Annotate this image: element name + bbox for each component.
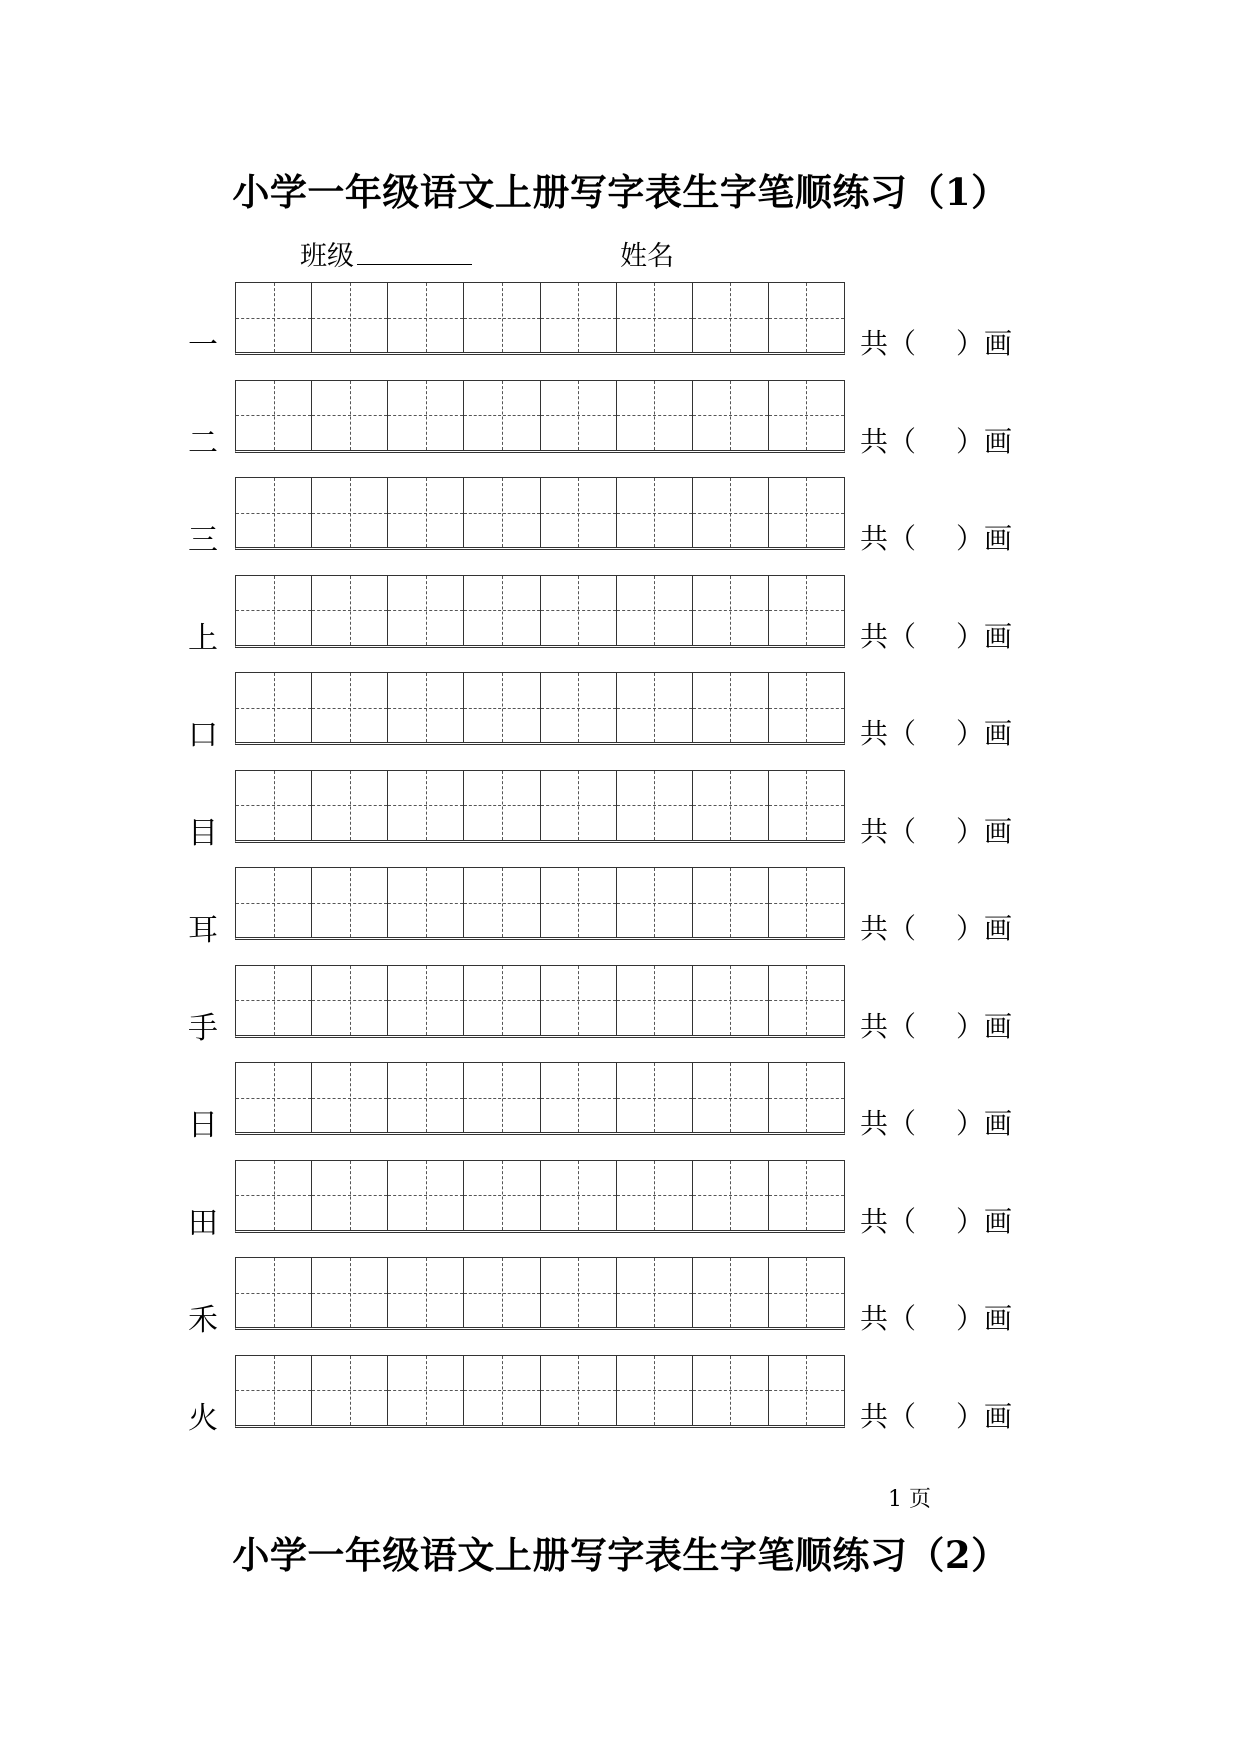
practice-row — [0, 768, 1241, 854]
writing-grid — [235, 380, 845, 453]
writing-box[interactable] — [541, 1063, 617, 1132]
writing-box[interactable] — [693, 1356, 769, 1425]
writing-box[interactable] — [541, 381, 617, 450]
guide-line-horizontal — [693, 318, 768, 319]
writing-box[interactable] — [464, 576, 540, 645]
stroke-count-suffix: ）画 — [956, 717, 1013, 750]
writing-box[interactable] — [617, 1356, 693, 1425]
stroke-count-prefix: 共（ — [860, 717, 917, 750]
guide-line-horizontal — [236, 1195, 311, 1196]
stroke-count-prefix: 共（ — [860, 1399, 917, 1433]
writing-box[interactable] — [617, 576, 693, 645]
guide-line-horizontal — [388, 1390, 463, 1391]
writing-box[interactable] — [388, 1161, 464, 1230]
writing-box[interactable] — [388, 771, 464, 840]
guide-line-horizontal — [541, 1293, 616, 1294]
writing-box[interactable] — [388, 1356, 464, 1425]
practice-row — [0, 378, 1241, 464]
stroke-count-prefix: 共（ — [860, 1302, 917, 1335]
guide-line-horizontal — [312, 1000, 387, 1001]
writing-box[interactable] — [769, 576, 844, 645]
guide-line-horizontal — [617, 708, 692, 709]
guide-line-horizontal — [617, 1390, 692, 1391]
guide-line-horizontal — [693, 1000, 768, 1001]
guide-line-horizontal — [464, 415, 539, 416]
guide-line-horizontal — [388, 708, 463, 709]
writing-box[interactable] — [312, 966, 388, 1035]
writing-box[interactable] — [541, 966, 617, 1035]
writing-grid — [235, 1355, 845, 1428]
writing-box[interactable] — [769, 1356, 844, 1425]
guide-line-horizontal — [617, 1098, 692, 1099]
writing-box[interactable] — [541, 478, 617, 547]
guide-line-horizontal — [693, 1390, 768, 1391]
stroke-count — [860, 1395, 1012, 1435]
guide-line-horizontal — [388, 415, 463, 416]
writing-box[interactable] — [312, 1258, 388, 1327]
guide-line-horizontal — [693, 708, 768, 709]
guide-line-horizontal — [769, 1098, 844, 1099]
writing-box[interactable] — [464, 1063, 540, 1132]
guide-line-horizontal — [769, 1293, 844, 1294]
guide-line-horizontal — [388, 805, 463, 806]
guide-line-horizontal — [769, 318, 844, 319]
guide-line-horizontal — [464, 610, 539, 611]
stroke-count-suffix: ）画 — [956, 1204, 1013, 1238]
writing-box[interactable] — [617, 283, 693, 352]
guide-line-horizontal — [769, 415, 844, 416]
practice-row — [0, 865, 1241, 951]
guide-line-horizontal — [617, 610, 692, 611]
guide-line-horizontal — [236, 1293, 311, 1294]
writing-grid — [235, 770, 845, 843]
practice-character: 三 — [188, 523, 218, 558]
writing-box[interactable] — [236, 1161, 312, 1230]
stroke-count-prefix: 共（ — [860, 1009, 917, 1043]
guide-line-horizontal — [541, 1098, 616, 1099]
writing-box[interactable] — [464, 673, 540, 742]
guide-line-horizontal — [769, 1390, 844, 1391]
writing-box[interactable] — [464, 771, 540, 840]
stroke-count — [860, 1297, 1012, 1337]
guide-line-horizontal — [693, 1098, 768, 1099]
writing-box[interactable] — [693, 1258, 769, 1327]
writing-box[interactable] — [236, 868, 312, 937]
guide-line-horizontal — [693, 805, 768, 806]
writing-box[interactable] — [236, 381, 312, 450]
stroke-count — [860, 1102, 1012, 1142]
practice-character: 一 — [188, 328, 218, 363]
writing-box[interactable] — [617, 1063, 693, 1132]
writing-grid — [235, 477, 845, 550]
guide-line-horizontal — [388, 318, 463, 319]
practice-character: 口 — [188, 718, 218, 753]
guide-line-horizontal — [312, 1390, 387, 1391]
stroke-count-prefix: 共（ — [860, 327, 917, 360]
worksheet-title: 小学一年级语文上册写字表生字笔顺练习（1） — [232, 170, 1009, 214]
guide-line-horizontal — [693, 513, 768, 514]
writing-box[interactable] — [617, 478, 693, 547]
guide-line-horizontal — [312, 415, 387, 416]
practice-row — [0, 1158, 1241, 1244]
writing-box[interactable] — [236, 1063, 312, 1132]
guide-line-horizontal — [693, 610, 768, 611]
writing-box[interactable] — [693, 673, 769, 742]
writing-box[interactable] — [617, 966, 693, 1035]
stroke-count-suffix: ）画 — [956, 1107, 1013, 1140]
writing-box[interactable] — [769, 1063, 844, 1132]
writing-box[interactable] — [236, 478, 312, 547]
guide-line-horizontal — [693, 1195, 768, 1196]
guide-line-horizontal — [312, 610, 387, 611]
guide-line-horizontal — [388, 1000, 463, 1001]
writing-grid — [235, 575, 845, 648]
guide-line-horizontal — [617, 805, 692, 806]
guide-line-horizontal — [769, 805, 844, 806]
writing-box[interactable] — [617, 868, 693, 937]
stroke-count — [860, 810, 1012, 850]
practice-row — [0, 573, 1241, 659]
guide-line-horizontal — [464, 903, 539, 904]
writing-box[interactable] — [617, 673, 693, 742]
stroke-count-suffix: ）画 — [956, 912, 1013, 945]
writing-box[interactable] — [312, 1063, 388, 1132]
writing-box[interactable] — [464, 381, 540, 450]
writing-box[interactable] — [464, 478, 540, 547]
writing-box[interactable] — [312, 868, 388, 937]
writing-box[interactable] — [541, 1356, 617, 1425]
guide-line-horizontal — [464, 513, 539, 514]
writing-box[interactable] — [541, 771, 617, 840]
page-number: 1 页 — [888, 1487, 931, 1512]
practice-character: 手 — [188, 1010, 218, 1046]
stroke-count-prefix: 共（ — [860, 619, 917, 653]
writing-box[interactable] — [541, 868, 617, 937]
writing-box[interactable] — [541, 576, 617, 645]
guide-line-horizontal — [769, 708, 844, 709]
writing-grid — [235, 672, 845, 745]
writing-box[interactable] — [388, 381, 464, 450]
guide-line-horizontal — [312, 708, 387, 709]
name-label: 姓名 — [620, 241, 674, 272]
guide-line-horizontal — [541, 1390, 616, 1391]
guide-line-horizontal — [236, 1000, 311, 1001]
class-label: 班级 — [300, 241, 354, 272]
stroke-count-suffix: ）画 — [956, 619, 1013, 653]
guide-line-horizontal — [769, 610, 844, 611]
guide-line-horizontal — [388, 513, 463, 514]
writing-box[interactable] — [769, 771, 844, 840]
writing-grid — [235, 965, 845, 1038]
writing-box[interactable] — [769, 1161, 844, 1230]
guide-line-horizontal — [236, 805, 311, 806]
writing-box[interactable] — [236, 1356, 312, 1425]
writing-box[interactable] — [388, 283, 464, 352]
guide-line-horizontal — [464, 1293, 539, 1294]
practice-row — [0, 670, 1241, 756]
practice-character: 二 — [188, 425, 218, 461]
writing-box[interactable] — [617, 771, 693, 840]
writing-box[interactable] — [312, 673, 388, 742]
writing-box[interactable] — [769, 381, 844, 450]
writing-box[interactable] — [693, 283, 769, 352]
writing-box[interactable] — [693, 381, 769, 450]
guide-line-horizontal — [541, 415, 616, 416]
writing-box[interactable] — [312, 381, 388, 450]
writing-box[interactable] — [464, 1258, 540, 1327]
writing-box[interactable] — [236, 283, 312, 352]
stroke-count — [860, 615, 1012, 655]
guide-line-horizontal — [312, 318, 387, 319]
writing-box[interactable] — [617, 381, 693, 450]
writing-box[interactable] — [693, 868, 769, 937]
practice-character: 目 — [188, 815, 218, 851]
writing-box[interactable] — [236, 576, 312, 645]
guide-line-horizontal — [769, 1000, 844, 1001]
guide-line-horizontal — [236, 1390, 311, 1391]
writing-box[interactable] — [693, 966, 769, 1035]
practice-row — [0, 280, 1241, 366]
writing-grid — [235, 1257, 845, 1330]
guide-line-horizontal — [693, 415, 768, 416]
guide-line-horizontal — [464, 708, 539, 709]
guide-line-horizontal — [236, 903, 311, 904]
practice-character: 禾 — [188, 1303, 218, 1338]
stroke-count — [860, 907, 1012, 947]
practice-character: 上 — [188, 620, 218, 656]
writing-box[interactable] — [693, 576, 769, 645]
writing-box[interactable] — [388, 478, 464, 547]
writing-box[interactable] — [769, 966, 844, 1035]
guide-line-horizontal — [236, 415, 311, 416]
guide-line-horizontal — [388, 1293, 463, 1294]
guide-line-horizontal — [617, 415, 692, 416]
practice-character: 耳 — [188, 913, 218, 948]
guide-line-horizontal — [617, 1293, 692, 1294]
writing-box[interactable] — [769, 673, 844, 742]
practice-row — [0, 963, 1241, 1049]
writing-box[interactable] — [693, 478, 769, 547]
writing-grid — [235, 1062, 845, 1135]
practice-row — [0, 1255, 1241, 1341]
guide-line-horizontal — [464, 805, 539, 806]
guide-line-horizontal — [312, 1195, 387, 1196]
writing-box[interactable] — [464, 283, 540, 352]
practice-character: 火 — [188, 1400, 218, 1436]
guide-line-horizontal — [617, 318, 692, 319]
stroke-count-suffix: ）画 — [956, 1009, 1013, 1043]
writing-box[interactable] — [769, 283, 844, 352]
writing-box[interactable] — [464, 1356, 540, 1425]
writing-box[interactable] — [617, 1258, 693, 1327]
writing-box[interactable] — [464, 868, 540, 937]
guide-line-horizontal — [769, 903, 844, 904]
writing-box[interactable] — [312, 1356, 388, 1425]
writing-box[interactable] — [541, 1161, 617, 1230]
practice-row — [0, 475, 1241, 561]
guide-line-horizontal — [312, 513, 387, 514]
stroke-count-prefix: 共（ — [860, 814, 917, 848]
guide-line-horizontal — [236, 1098, 311, 1099]
class-blank-line[interactable] — [357, 264, 472, 265]
guide-line-horizontal — [464, 1195, 539, 1196]
writing-box[interactable] — [769, 478, 844, 547]
guide-line-horizontal — [769, 1195, 844, 1196]
writing-box[interactable] — [617, 1161, 693, 1230]
guide-line-horizontal — [388, 903, 463, 904]
writing-box[interactable] — [312, 576, 388, 645]
stroke-count-suffix: ）画 — [956, 1399, 1013, 1433]
stroke-count — [860, 712, 1012, 752]
stroke-count-suffix: ）画 — [956, 424, 1013, 458]
writing-box[interactable] — [388, 673, 464, 742]
writing-box[interactable] — [541, 1258, 617, 1327]
guide-line-horizontal — [312, 1293, 387, 1294]
writing-box[interactable] — [236, 673, 312, 742]
guide-line-horizontal — [541, 708, 616, 709]
writing-box[interactable] — [693, 1161, 769, 1230]
writing-box[interactable] — [312, 1161, 388, 1230]
stroke-count-prefix: 共（ — [860, 424, 917, 458]
writing-box[interactable] — [388, 966, 464, 1035]
guide-line-horizontal — [312, 903, 387, 904]
writing-grid — [235, 1160, 845, 1233]
writing-box[interactable] — [312, 771, 388, 840]
guide-line-horizontal — [464, 1098, 539, 1099]
stroke-count — [860, 322, 1012, 362]
writing-box[interactable] — [388, 868, 464, 937]
practice-row — [0, 1353, 1241, 1439]
stroke-count-prefix: 共（ — [860, 1204, 917, 1238]
stroke-count-prefix: 共（ — [860, 912, 917, 945]
guide-line-horizontal — [464, 318, 539, 319]
writing-box[interactable] — [236, 771, 312, 840]
writing-box[interactable] — [769, 868, 844, 937]
guide-line-horizontal — [236, 513, 311, 514]
guide-line-horizontal — [617, 1195, 692, 1196]
writing-box[interactable] — [464, 1161, 540, 1230]
stroke-count-suffix: ）画 — [956, 1302, 1013, 1335]
stroke-count — [860, 1005, 1012, 1045]
practice-row — [0, 1060, 1241, 1146]
guide-line-horizontal — [236, 708, 311, 709]
stroke-count — [860, 1200, 1012, 1240]
guide-line-horizontal — [464, 1000, 539, 1001]
writing-box[interactable] — [693, 1063, 769, 1132]
writing-box[interactable] — [693, 771, 769, 840]
guide-line-horizontal — [541, 1195, 616, 1196]
practice-character: 田 — [188, 1205, 218, 1241]
stroke-count — [860, 517, 1012, 557]
writing-box[interactable] — [388, 1063, 464, 1132]
stroke-count-prefix: 共（ — [860, 522, 917, 555]
writing-box[interactable] — [388, 1258, 464, 1327]
guide-line-horizontal — [312, 805, 387, 806]
stroke-count-suffix: ）画 — [956, 814, 1013, 848]
guide-line-horizontal — [541, 903, 616, 904]
guide-line-horizontal — [541, 318, 616, 319]
guide-line-horizontal — [312, 1098, 387, 1099]
writing-box[interactable] — [541, 283, 617, 352]
guide-line-horizontal — [617, 1000, 692, 1001]
writing-box[interactable] — [236, 966, 312, 1035]
guide-line-horizontal — [541, 513, 616, 514]
stroke-count-prefix: 共（ — [860, 1107, 917, 1140]
guide-line-horizontal — [541, 610, 616, 611]
guide-line-horizontal — [388, 1195, 463, 1196]
guide-line-horizontal — [236, 318, 311, 319]
guide-line-horizontal — [693, 1293, 768, 1294]
writing-grid — [235, 282, 845, 355]
stroke-count-suffix: ）画 — [956, 327, 1013, 360]
guide-line-horizontal — [541, 805, 616, 806]
writing-box[interactable] — [541, 673, 617, 742]
guide-line-horizontal — [388, 610, 463, 611]
stroke-count — [860, 420, 1012, 460]
guide-line-horizontal — [617, 513, 692, 514]
writing-box[interactable] — [769, 1258, 844, 1327]
guide-line-horizontal — [769, 513, 844, 514]
writing-box[interactable] — [236, 1258, 312, 1327]
writing-box[interactable] — [312, 283, 388, 352]
guide-line-horizontal — [693, 903, 768, 904]
guide-line-horizontal — [388, 1098, 463, 1099]
practice-character: 日 — [188, 1108, 218, 1143]
writing-box[interactable] — [312, 478, 388, 547]
writing-box[interactable] — [464, 966, 540, 1035]
guide-line-horizontal — [236, 610, 311, 611]
writing-grid — [235, 867, 845, 940]
writing-box[interactable] — [388, 576, 464, 645]
next-worksheet-title: 小学一年级语文上册写字表生字笔顺练习（2） — [232, 1533, 1009, 1577]
guide-line-horizontal — [541, 1000, 616, 1001]
guide-line-horizontal — [464, 1390, 539, 1391]
guide-line-horizontal — [617, 903, 692, 904]
stroke-count-suffix: ）画 — [956, 522, 1013, 555]
